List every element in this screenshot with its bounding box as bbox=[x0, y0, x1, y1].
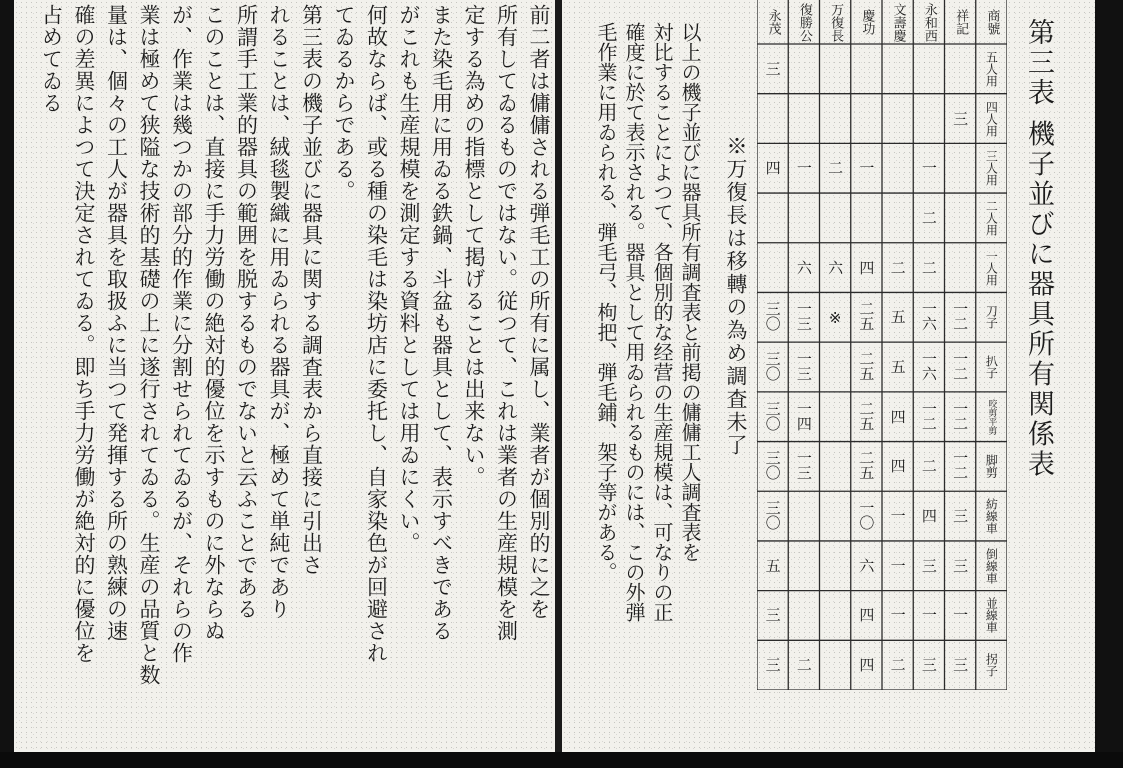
header-shop-name: 復勝公 bbox=[796, 2, 812, 42]
table-cell: 三〇 bbox=[763, 500, 782, 531]
table-cell: 五 bbox=[888, 309, 907, 325]
left-text-column: 前二者は傭傭される弾毛工の所有に属し、業者が個別的に之を bbox=[527, 4, 551, 620]
right-text-column: 対比することによつて、各個別的な经营の生産規模は、可なりの正 bbox=[650, 22, 674, 622]
table-cell: 一 bbox=[888, 508, 907, 524]
table-cell: 二 bbox=[794, 657, 813, 673]
table-cell: 六 bbox=[794, 259, 813, 275]
header-shop-name: 永茂 bbox=[765, 9, 781, 35]
table-title: 第三表 機子並びに器具所有関係表 bbox=[1023, 18, 1054, 480]
table-cell: 三 bbox=[951, 508, 970, 524]
table-cell: 三 bbox=[919, 557, 938, 573]
table-cell: 二 bbox=[826, 160, 845, 176]
item-label: 扒子 bbox=[984, 354, 999, 379]
table-cell: 一二 bbox=[951, 450, 970, 481]
item-label: 並線車 bbox=[984, 597, 999, 634]
table-cell: 四 bbox=[857, 607, 876, 623]
table-cell: 五 bbox=[763, 557, 782, 573]
header-shop-name: 祥記 bbox=[953, 9, 969, 35]
table-cell: 三 bbox=[951, 657, 970, 673]
item-label: 四人用 bbox=[984, 100, 999, 137]
table-cell: 六 bbox=[826, 259, 845, 275]
left-text-column: 定する為めの指標として掲げることは出来ない。 bbox=[462, 4, 486, 488]
table-cell: 一二 bbox=[919, 400, 938, 431]
table-cell: 三 bbox=[951, 110, 970, 126]
table-cell: 五 bbox=[888, 359, 907, 374]
header-shop-name: 文壽慶 bbox=[890, 2, 906, 42]
table-cell: 一 bbox=[951, 607, 970, 623]
item-label: 咬剪平剪 bbox=[986, 398, 997, 435]
left-text-column: 所謂手工業的器具の範囲を脱するものでないと云ふことである bbox=[234, 4, 259, 620]
table-cell: 四 bbox=[857, 657, 876, 673]
left-text-column: が、作業は幾つかの部分的作業に分割せられてゐるが、それらの作 bbox=[169, 4, 194, 664]
table-cell: 三 bbox=[763, 60, 782, 76]
table-cell: 二 bbox=[888, 259, 907, 275]
item-label: 拐子 bbox=[984, 653, 999, 678]
item-label: 五人用 bbox=[984, 50, 999, 87]
header-shop-name: 万復長 bbox=[828, 2, 844, 42]
item-label: 倒線車 bbox=[984, 547, 999, 584]
item-label: 脚剪 bbox=[984, 454, 999, 479]
left-text-column: 量は、個々の工人が器具を取扱ふに当つて発揮する所の熟練の速 bbox=[104, 4, 129, 642]
header-shop-name: 慶功 bbox=[859, 9, 875, 35]
table-cell: 一〇 bbox=[857, 500, 876, 531]
item-label: 二人用 bbox=[984, 199, 999, 236]
table-cell: 一三 bbox=[794, 301, 813, 332]
table-cell: 三〇 bbox=[763, 351, 782, 381]
right-text-column: 毛作業に用ゐられる、弾毛弓、枸把、弾毛鋪、架子等がある。 bbox=[594, 22, 618, 582]
survey-note: ※万復長は移轉の為め調査未了 bbox=[724, 135, 748, 457]
table-cell: 一 bbox=[888, 557, 907, 573]
table-cell: 三 bbox=[763, 607, 782, 623]
left-text-column: がこれも生産規模を測定する資料としては用ゐにくい。 bbox=[397, 4, 421, 554]
table-cell: 三 bbox=[951, 557, 970, 573]
table-cell: ※ bbox=[826, 309, 845, 328]
table-cell: 四 bbox=[857, 259, 876, 275]
left-text-column: また染毛用に用ゐる鉄鍋、斗盆も器具として、表示すべきである bbox=[429, 4, 454, 642]
table-cell: 三〇 bbox=[763, 400, 782, 431]
right-text-column: 確度に於て表示される。器具として用ゐられるものには、この外弾 bbox=[622, 22, 646, 622]
left-text-column: 所有してゐるものではない。従つて、これは業者の生産規模を測 bbox=[494, 4, 519, 642]
table-cell: 一 bbox=[794, 160, 813, 176]
table-cell: 三〇 bbox=[763, 450, 782, 481]
header-shop-label: 商號 bbox=[984, 9, 1000, 35]
table-cell: 一三 bbox=[794, 450, 813, 481]
table-cell: 四 bbox=[763, 160, 782, 176]
table-cell: 二 bbox=[919, 458, 938, 474]
table-cell: 一二 bbox=[951, 351, 970, 381]
table-cell: 一二 bbox=[951, 400, 970, 431]
item-label: 一人用 bbox=[984, 249, 999, 286]
table-cell: 四 bbox=[919, 508, 938, 524]
item-label: 刀子 bbox=[984, 305, 999, 330]
right-text-column: 以上の機子並びに器具所有調査表と前掲の傭傭工人調査表を bbox=[678, 22, 702, 562]
table-cell: 一 bbox=[919, 160, 938, 176]
header-shop-name: 永和西 bbox=[921, 2, 937, 42]
table-cell: 四 bbox=[888, 408, 907, 424]
table-cell: 一 bbox=[888, 607, 907, 623]
table-cell: 二 bbox=[919, 259, 938, 275]
item-label: 三人用 bbox=[984, 150, 999, 187]
table-cell: 三〇 bbox=[763, 301, 782, 332]
left-text-column: 占めてゐる bbox=[39, 4, 64, 114]
table-cell: 二 bbox=[919, 209, 938, 225]
table-cell: 一二 bbox=[951, 301, 970, 332]
table-cell: 二五 bbox=[857, 450, 876, 481]
left-text-column: れることは、絨毯製織に用ゐられる器具が、極めて単純であり bbox=[267, 4, 291, 620]
left-text-column: てゐるからである。 bbox=[332, 4, 356, 202]
left-text-column: 業は極めて狭隘な技術的基礎の上に遂行されてゐる。生産の品質と数 bbox=[137, 4, 161, 686]
item-label: 紡線車 bbox=[984, 498, 999, 535]
left-text-column: 第三表の機子並びに器具に関する調査表から直接に引出さ bbox=[299, 4, 324, 576]
table-cell: 六 bbox=[857, 557, 876, 573]
left-text-column: このことは、直接に手力労働の絶対的優位を示すものに外ならぬ bbox=[202, 4, 226, 642]
table-cell: 一 bbox=[919, 607, 938, 623]
table-cell: 一 bbox=[857, 160, 876, 176]
table-cell: 一六 bbox=[919, 301, 938, 332]
table-cell: 一三 bbox=[794, 351, 813, 381]
table-cell: 三 bbox=[763, 657, 782, 673]
left-text-column: 何故ならば、或る種の染毛は染坊店に委托し、自家染色が回避され bbox=[364, 4, 389, 664]
table-cell: 二 bbox=[888, 657, 907, 673]
table-cell: 三 bbox=[919, 657, 938, 673]
table-cell: 二五 bbox=[857, 400, 876, 431]
table-cell: 二五 bbox=[857, 301, 876, 332]
scan-border bbox=[0, 752, 1123, 768]
table-cell: 二五 bbox=[857, 351, 876, 381]
table-cell: 一六 bbox=[919, 351, 938, 381]
ownership-table bbox=[757, 0, 1007, 690]
left-text-column: 確の差異によつて決定されてゐる。即ち手力労働が絶対的に優位を bbox=[72, 4, 96, 664]
table-cell: 一四 bbox=[794, 400, 813, 431]
table-cell: 四 bbox=[888, 458, 907, 474]
